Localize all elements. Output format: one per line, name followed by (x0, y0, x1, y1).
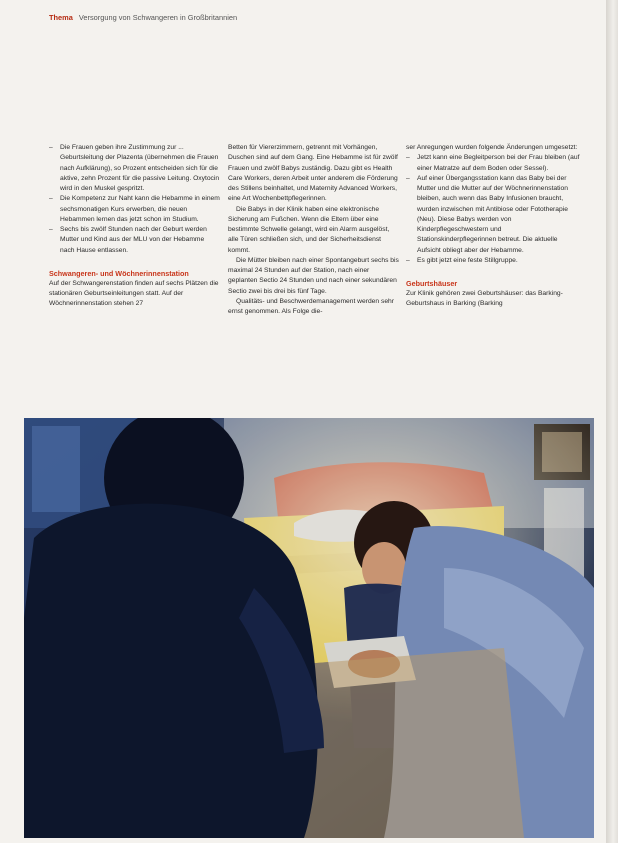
paragraph: Die Mütter bleiben nach einer Spontangeburt sechs bis maximal 24 Stunden auf der Station, nach einer geplanten Sectio 24 Stunden und nach einer sekundären Sectio zwei bis drei bis fünf Tage. (228, 256, 399, 295)
text-column-1 (49, 143, 220, 310)
paragraph: Zur Klinik gehören zwei Geburtshäuser: das Barking-Geburtshaus in Barking (Barking (406, 290, 563, 308)
bullet-list (406, 153, 580, 266)
subheading: Geburtshäuser (406, 279, 458, 288)
photo-illustration (24, 418, 594, 838)
page-edge (606, 0, 618, 843)
text-column-2 (228, 143, 400, 317)
paragraph: Auf der Schwangerenstation finden auf sechs Plätzen die stationären Geburtseinleitungen statt. Auf der Wöchnerinnenstation stehen 27 (49, 279, 219, 308)
list-item: – Sechs bis zwölf Stunden nach der Geburt werden Mutter und Kind aus der MLU von der Hebamme nach Hause entlassen. (49, 226, 207, 254)
paragraph: ser Anregungen wurden folgende Änderungen umgesetzt: (406, 144, 578, 151)
list-item: – Die Kompetenz zur Naht kann die Hebamme in einem sechsmonatigen Kurs erwerben, die neuen Hebammen lernen das jetzt schon im Studium. (49, 195, 220, 223)
subheading: Schwangeren- und Wöchnerinnenstation (49, 268, 189, 278)
header-title: Versorgung von Schwangeren in Großbritannien (78, 13, 238, 22)
running-head (49, 13, 469, 22)
list-item: – Jetzt kann eine Begleitperson bei der Frau bleiben (auf einer Matratze auf dem Boden oder Sessel). (406, 154, 580, 172)
paragraph: Qualitäts- und Beschwerdemanagement werden sehr ernst genommen. Als Folge die- (228, 297, 394, 315)
text-column-3 (406, 143, 580, 310)
section-label: Thema (49, 13, 73, 22)
bullet-list (49, 143, 220, 256)
paragraph: Betten für Viererzimmern, getrennt mit Vorhängen, Duschen sind auf dem Gang. Eine Hebamme ist für zwölf Frauen und zwölf Babys zuständig. Dazu gibt es Health Care Workers, deren Arbeit unter anderem die Förderung des Stillens beinhaltet, und Maternity Advanced Workers, eine Art Wochenbettpflegerinnen. (228, 144, 398, 203)
paragraph: Die Babys in der Klinik haben eine elektronische Sicherung am Fußchen. Wenn die Eltern über eine bestimmte Schwelle gelangt, wird ein Alarm ausgelöst, alle Türen schließen sich, und der Sicherheitsdienst kommt. (228, 205, 390, 254)
hospital-photo (24, 418, 594, 838)
list-item: – Es gibt jetzt eine feste Stillgruppe. (406, 256, 518, 264)
list-item: – Die Frauen geben ihre Zustimmung zur ... Geburtsleitung der Plazenta (übernehmen die Frauen nach Aufklärung), so Prozent entscheiden sich für die aktive, zehn Prozent für die passive Leitung. Oxytocin wird in den Muskel gespritzt. (49, 144, 220, 192)
list-item: – Auf einer Übergangsstation kann das Baby bei der Mutter und die Mutter auf der Wöchnerinnenstation bleiben, auch wenn das Baby Infusionen braucht, wurden inzwischen mit Antibiose oder Fototherapie (Neu). Diese Babys werden von Kinderpflegeschwestern und Stationskinderpflegerinnen betreut. Die aktuelle Aufsicht obliegt aber der Hebamme. (406, 174, 568, 254)
